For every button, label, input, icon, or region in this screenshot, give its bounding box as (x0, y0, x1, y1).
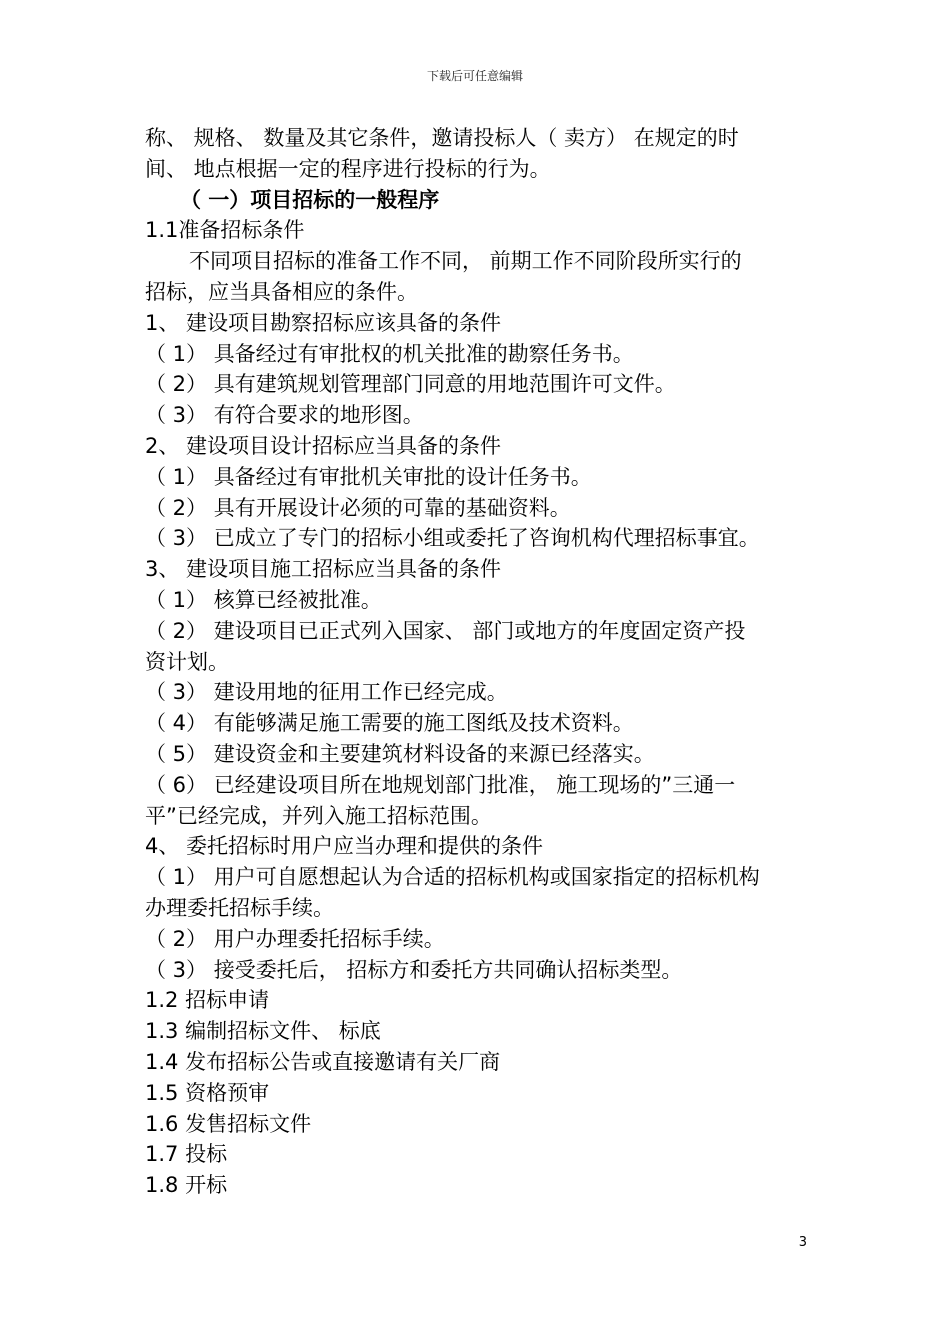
text-line: （ 2） 具有开展设计必须的可靠的基础资料。 (145, 495, 571, 520)
text-line: 1.7 投标 (145, 1142, 228, 1167)
text-line: 1.6 发售招标文件 (145, 1111, 312, 1136)
text-line: （ 1） 具备经过有审批机关审批的设计任务书。 (145, 464, 592, 489)
text-line: 2、 建设项目设计招标应当具备的条件 (145, 433, 502, 458)
section-heading: （ 一）项目招标的一般程序 (180, 187, 440, 212)
text-line: 1.4 发布招标公告或直接邀请有关厂商 (145, 1049, 501, 1074)
text-line: 称、 规格、 数量及其它条件，邀请投标人（ 卖方） 在规定的时 (145, 126, 739, 150)
text-line: 平”已经完成，并列入施工招标范围。 (145, 803, 492, 828)
text-line: 1、 建设项目勘察招标应该具备的条件 (145, 310, 502, 335)
text-line: 办理委托招标手续。 (145, 895, 334, 920)
text-line: （ 5） 建设资金和主要建筑材料设备的来源已经落实。 (145, 741, 655, 766)
text-line: 4、 委托招标时用户应当办理和提供的条件 (145, 834, 544, 859)
text-line: （ 6） 已经建设项目所在地规划部门批准， 施工现场的”三通一 (145, 772, 736, 797)
header-note: 下载后可任意编辑 (426, 69, 523, 83)
text-line: （ 2） 建设项目已正式列入国家、 部门或地方的年度固定资产投 (145, 618, 746, 643)
document-body (145, 123, 810, 1201)
text-line: （ 1） 用户可自愿想起认为合适的招标机构或国家指定的招标机构 (145, 865, 760, 890)
text-line: （ 3） 接受委托后， 招标方和委托方共同确认招标类型。 (145, 957, 683, 982)
text-line: 1.5 资格预审 (145, 1080, 270, 1105)
text-line: 不同项目招标的准备工作不同， 前期工作不同阶段所实行的 (189, 249, 742, 274)
text-line: （ 3） 建设用地的征用工作已经完成。 (145, 680, 508, 705)
text-line: （ 3） 已成立了专门的招标小组或委托了咨询机构代理招标事宜。 (145, 526, 760, 551)
text-line: （ 2） 具有建筑规划管理部门同意的用地范围许可文件。 (145, 372, 676, 397)
text-line: 资计划。 (145, 649, 229, 674)
text-line: 招标，应当具备相应的条件。 (145, 279, 418, 304)
text-line: 1.3 编制招标文件、 标底 (145, 1019, 381, 1044)
text-line: （ 1） 具备经过有审批权的机关批准的勘察任务书。 (145, 341, 634, 366)
text-line: 1.8 开标 (145, 1173, 228, 1198)
text-line: 1.1准备招标条件 (145, 218, 305, 243)
text-line: （ 1） 核算已经被批准。 (145, 587, 382, 612)
text-line: （ 4） 有能够满足施工需要的施工图纸及技术资料。 (145, 711, 634, 736)
text-line: 间、 地点根据一定的程序进行投标的行为。 (145, 156, 551, 181)
text-line: 1.2 招标申请 (145, 988, 270, 1013)
text-line: （ 2） 用户办理委托招标手续。 (145, 926, 445, 951)
text-line: 3、 建设项目施工招标应当具备的条件 (145, 557, 502, 582)
page-number: 3 (798, 1235, 807, 1250)
text-line: （ 3） 有符合要求的地形图。 (145, 403, 424, 428)
